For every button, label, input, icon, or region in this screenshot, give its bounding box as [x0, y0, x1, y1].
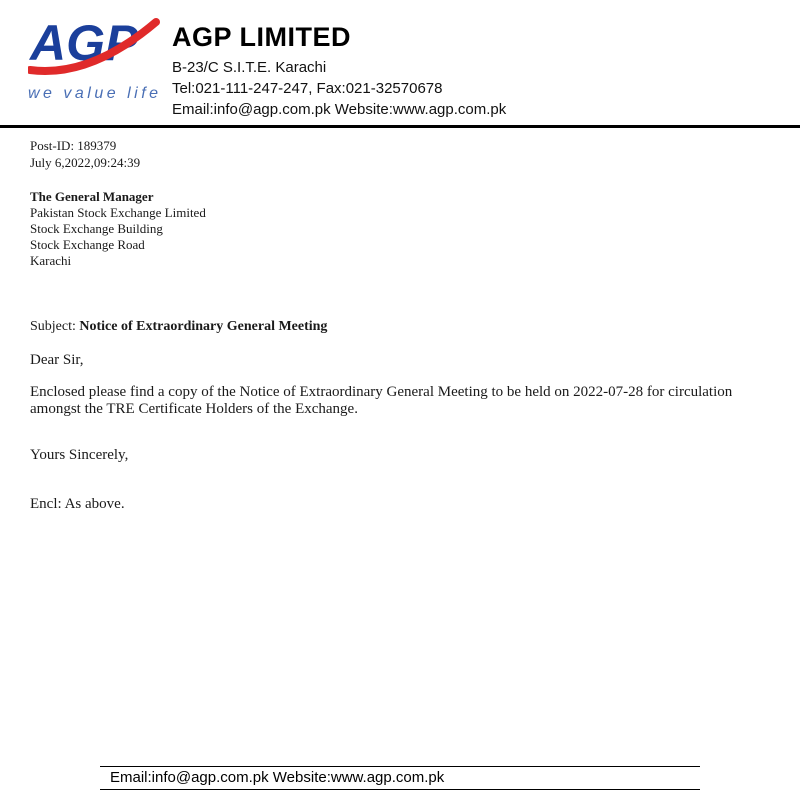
company-address: B-23/C S.I.T.E. Karachi	[172, 59, 327, 76]
subject-line	[30, 319, 327, 335]
letter-datetime: July 6,2022,09:24:39	[30, 155, 141, 170]
subject-label: Subject:	[30, 319, 80, 334]
recipient-block	[30, 189, 206, 269]
recipient-line: Karachi	[30, 253, 72, 268]
salutation: Dear Sir,	[30, 352, 84, 368]
recipient-line: Stock Exchange Building	[30, 221, 163, 236]
enclosure-note: Encl: As above.	[30, 496, 125, 512]
agp-logo-graphic	[28, 14, 163, 106]
company-email-website: Email:info@agp.com.pk Website:www.agp.com.pk	[172, 101, 507, 118]
logo-tagline: we value life	[28, 85, 162, 102]
body-paragraph: Enclosed please find a copy of the Notice of Extraordinary General Meeting to be held on 2022-07-28 for circulation amongst the TRE Certificate Holders of the Exchange.	[30, 384, 733, 417]
recipient-line: Stock Exchange Road	[30, 237, 145, 252]
subject-text: Notice of Extraordinary General Meeting	[79, 319, 328, 334]
recipient-title: The General Manager	[30, 189, 154, 204]
footer-contact-bar	[100, 766, 700, 790]
company-name: AGP LIMITED	[172, 22, 352, 52]
company-phone-fax: Tel:021-111-247-247, Fax:021-32570678	[172, 80, 443, 97]
closing: Yours Sincerely,	[30, 447, 129, 463]
agp-logo	[28, 14, 163, 106]
logo-text: AGP	[30, 15, 139, 71]
letterhead	[28, 12, 800, 122]
post-id: Post-ID: 189379	[30, 138, 117, 153]
header-divider	[0, 125, 800, 128]
footer-email-website: Email:info@agp.com.pk Website:www.agp.com.pk	[110, 769, 445, 786]
recipient-line: Pakistan Stock Exchange Limited	[30, 205, 206, 220]
company-block	[172, 22, 506, 120]
